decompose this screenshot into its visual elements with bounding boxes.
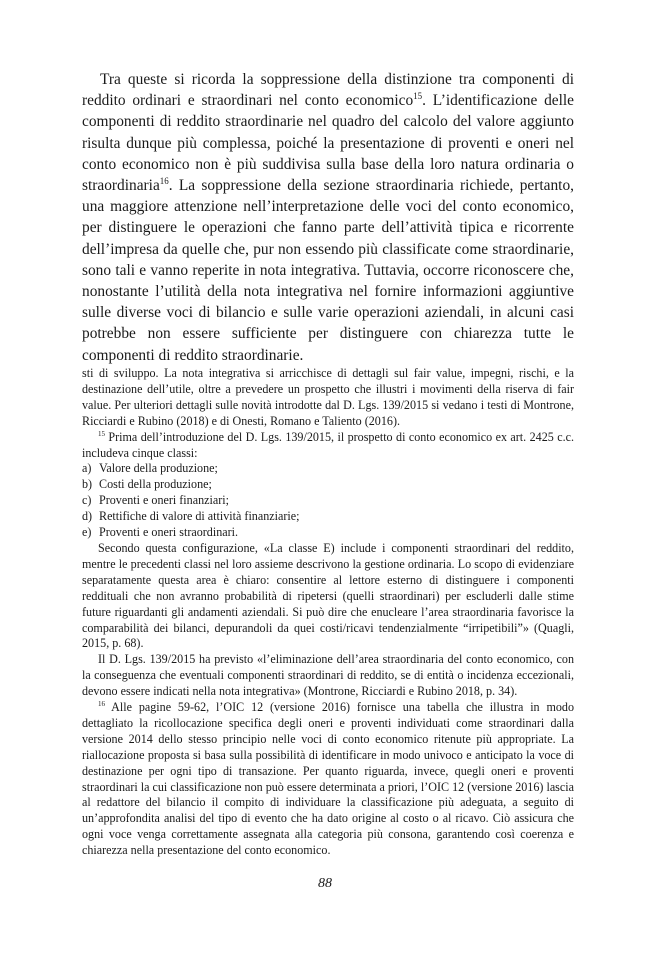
list-item bbox=[82, 461, 574, 477]
footnote-15-class-list bbox=[82, 461, 574, 541]
list-marker: d) bbox=[82, 509, 93, 524]
list-marker: a) bbox=[82, 461, 92, 476]
list-item-text: Rettifiche di valore di attività finanziarie; bbox=[99, 509, 300, 524]
list-item-text: Costi della produzione; bbox=[99, 477, 212, 492]
list-item-text: Proventi e oneri straordinari. bbox=[99, 525, 239, 540]
body-text-part-1: Tra queste si ricorda la soppressione della distinzione tra componenti di reddito ordinari e straordinari nel conto economico bbox=[82, 71, 574, 110]
body-paragraph bbox=[82, 69, 574, 366]
footnotes-section bbox=[82, 366, 574, 859]
footnote-16 bbox=[82, 700, 574, 859]
list-item-text: Proventi e oneri finanziari; bbox=[99, 493, 229, 508]
body-text-part-2: . L’identificazione delle componenti di reddito straordinarie nel quadro del calcolo del valore aggiunto risulta dunque più complessa, poiché la presentazione di proventi e oneri nel conto economico non è più suddivisa sulla base della loro natura ordinaria o straordinaria bbox=[82, 92, 574, 195]
footnote-continuation: sti di sviluppo. La nota integrativa si arricchisce di dettagli sul fair value, impegni, rischi, e la destinazione dell’utile, oltre a prevedere un prospetto che illustri i movimenti della riserva di fair value. Per ulteriori dettagli sulle novità introdotte dal D. Lgs. 139/2015 si vedano i testi di Montrone, Ricciardi e Rubino (2018) e di Onesti, Romano e Taliento (2016). bbox=[82, 366, 574, 428]
footnote-ref-15[interactable]: 15 bbox=[413, 91, 423, 102]
footnote-15 bbox=[82, 430, 574, 462]
footnote-15-intro: Prima dell’introduzione del D. Lgs. 139/2015, il prospetto di conto economico ex art. 2425 c.c. includeva cinque classi: bbox=[82, 429, 574, 460]
page-number: 88 bbox=[318, 876, 332, 891]
footnote-15-quote-paragraph: Secondo questa configurazione, «La classe E) include i componenti straordinari del reddito, mentre le precedenti classi nel loro assieme descrivono la gestione ordinaria. Lo scopo di evidenziare separatamente questa area è chiaro: consentire al lettore esterno di distinguere i componenti reddituali che non avranno probabilità di ripetersi (quelli straordinari) per escluderli dalle stime future riguardanti gli andamenti aziendali. Si può dire che enucleare l’area straordinaria favorisce la comparabilità dei bilanci, depurandoli da quei costi/ricavi tendenzialmente “irripetibili”» (Quagli, 2015, p. 68). bbox=[82, 540, 574, 651]
list-item bbox=[82, 525, 574, 541]
list-item bbox=[82, 493, 574, 509]
list-item bbox=[82, 477, 574, 493]
footnote-ref-16[interactable]: 16 bbox=[159, 175, 169, 186]
list-item-text: Valore della produzione; bbox=[99, 461, 218, 476]
footnote-16-text: Alle pagine 59-62, l’OIC 12 (versione 2016) fornisce una tabella che illustra in modo dettagliato la ricollocazione specifica degli oneri e proventi individuati come straordinari dalla versione 2014 dello stesso principio nelle voci di conto economico ritenute più appropriate. La riallocazione proposta si basa sulla possibilità di identificare in modo univoco e anticipato la voce di destinazione per ogni tipo di transazione. Per quanto riguarda, invece, quegli oneri e proventi straordinari la cui classificazione non può essere determinata a priori, l’OIC 12 (versione 2016) lascia al redattore del bilancio il compito di individuare la classificazione più adeguata, a seguito di un’approfondita analisi del tipo di evento che ha dato origine al costo o al ricavo. Ciò assicura che ogni voce venga correttamente assegnata alla categoria più consona, garantendo così coerenza e chiarezza nella presentazione del conto economico. bbox=[82, 700, 574, 858]
list-marker: b) bbox=[82, 477, 93, 492]
footnote-15-law-paragraph: Il D. Lgs. 139/2015 ha previsto «l’eliminazione dell’area straordinaria del conto economico, con la conseguenza che eventuali componenti straordinari di reddito, se di entità o incidenza eccezionali, devono essere indicati nella nota integrativa» (Montrone, Ricciardi e Rubino 2018, p. 34). bbox=[82, 652, 574, 699]
footnote-16-number: 16 bbox=[98, 700, 105, 708]
body-text-part-3: . La soppressione della sezione straordinaria richiede, pertanto, una maggiore attenzione nell’interpretazione delle voci del conto economico, per distinguere le operazioni che fanno parte dell’attività tipica e ricorrente dell’impresa da quelle che, pur non essendo più classificate come straordinarie, sono tali e vanno reperite in nota integrativa. Tuttavia, occorre riconoscere che, nonostante l’utilità della nota integrativa nel fornire informazioni aggiuntive sulle diverse voci di bilancio e sulle varie operazioni aziendali, in alcuni casi potrebbe non essere sufficiente per distinguere con chiarezza tutte le componenti di reddito straordinarie. bbox=[82, 177, 574, 364]
footnote-15-number: 15 bbox=[98, 429, 105, 438]
list-marker: c) bbox=[82, 493, 92, 508]
list-item bbox=[82, 509, 574, 525]
list-marker: e) bbox=[82, 525, 92, 540]
